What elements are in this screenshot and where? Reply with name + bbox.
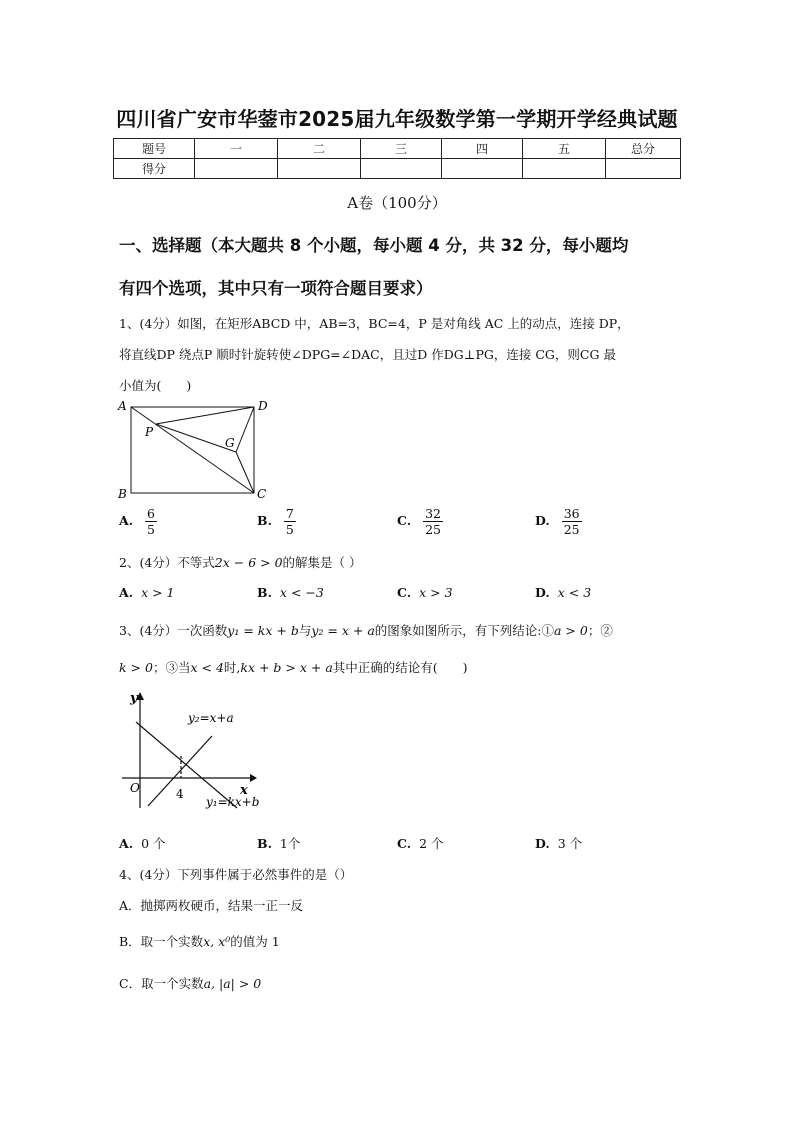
- q3-and: 与: [298, 623, 312, 638]
- label-g: G: [225, 436, 235, 450]
- q1-option-a-denominator: 5: [147, 522, 155, 537]
- score-table-header-cell: 题号: [114, 139, 195, 159]
- q3-line2: [119, 658, 468, 676]
- q2-option-a: [119, 585, 175, 600]
- q3-sep1: ；②: [587, 623, 613, 638]
- score-cell: [606, 159, 681, 179]
- score-table: [113, 138, 681, 179]
- q1-option-c-numerator: 32: [425, 506, 441, 521]
- q1-option-c: [397, 506, 443, 537]
- q3-option-b: [257, 834, 300, 852]
- score-table-header-cell: 三: [361, 139, 442, 159]
- q3-text4: 其中正确的结论有( ): [332, 660, 468, 675]
- q2-option-a-text: x > 1: [141, 585, 175, 600]
- q1-option-d-denominator: 25: [563, 522, 580, 537]
- section-a-heading: A卷（100分）: [347, 194, 447, 212]
- q2-expression: 2x − 6 > 0: [214, 555, 283, 570]
- q4-option-c-prefix: C．取一个实数: [119, 976, 204, 991]
- section1-line1: 一、选择题（本大题共 8 个小题，每小题 4 分，共 32 分，每小题均: [119, 236, 629, 255]
- tick-label-4: 4: [176, 787, 184, 801]
- q4-stem: 4、(4分）下列事件属于必然事件的是（）: [119, 867, 353, 882]
- q3-y2: y₂ = x + a: [311, 623, 375, 638]
- q4-option-b-suffix: 的值为 1: [230, 934, 280, 949]
- q2-option-b-letter: B.: [257, 585, 272, 600]
- q2-stem: [119, 553, 362, 571]
- q3-option-a: [119, 834, 166, 852]
- q3-prefix: 3、(4分）一次函数: [119, 623, 228, 638]
- label-p: P: [145, 425, 154, 439]
- q2-option-c-letter: C.: [397, 585, 412, 600]
- q3-c3b: kx + b > x + a: [240, 660, 333, 675]
- q2-option-b: [257, 585, 324, 600]
- q3-option-c-letter: C.: [397, 836, 412, 851]
- q1-option-b-denominator: 5: [285, 522, 294, 537]
- line-y1-label: y₁=kx+b: [206, 795, 260, 809]
- segment-dg: [236, 407, 254, 452]
- q2-option-c: [397, 585, 453, 600]
- q3-y1: y₁ = kx + b: [227, 623, 299, 638]
- q2-option-b-text: x < −3: [279, 585, 324, 600]
- q1-line1: 1、(4分）如图，在矩形ABCD 中，AB=3，BC=4，P 是对角线 AC 上的动点，连接 DP，: [119, 316, 630, 331]
- q3-graph-figure: [112, 686, 282, 814]
- diagonal-ac: [131, 407, 254, 493]
- q2-option-d-text: x < 3: [557, 585, 592, 600]
- score-cell: [195, 159, 278, 179]
- q1-option-c-letter: C.: [397, 513, 412, 528]
- q1-option-c-denominator: 25: [425, 522, 441, 537]
- q3-c2: k > 0: [119, 660, 153, 675]
- q1-option-b-letter: B.: [257, 513, 272, 528]
- q4-option-c: [119, 974, 261, 992]
- q2-prefix: 2、(4分）不等式: [119, 555, 215, 570]
- q2-option-d-letter: D.: [535, 585, 550, 600]
- q4-option-c-math: a, |a| > 0: [203, 976, 262, 991]
- q3-c1: a > 0: [554, 623, 588, 638]
- label-b: B: [118, 487, 127, 501]
- segment-pg: [156, 424, 236, 452]
- q4-option-a: A．抛掷两枚硬币，结果一正一反: [119, 898, 304, 913]
- label-d: D: [258, 399, 268, 413]
- score-table-header-cell: 一: [195, 139, 278, 159]
- q3-option-d-text: 3 个: [557, 836, 583, 851]
- q3-line1: [119, 621, 613, 639]
- q1-option-b-numerator: 7: [285, 506, 294, 521]
- q2-option-a-letter: A.: [119, 585, 134, 600]
- q1-option-d: [535, 506, 582, 537]
- q3-option-d-letter: D.: [535, 836, 550, 851]
- q3-option-b-text: 1个: [279, 836, 301, 851]
- q1-option-d-letter: D.: [535, 513, 550, 528]
- line-y2-label: y₂=x+a: [188, 711, 234, 725]
- q3-option-c: [397, 834, 444, 852]
- q1-option-a: [119, 506, 157, 537]
- q1-option-d-numerator: 36: [563, 506, 580, 521]
- q1-rectangle-figure: [112, 396, 282, 504]
- q1-line3: 小值为( ): [119, 378, 192, 393]
- score-cell: [523, 159, 606, 179]
- q1-option-b: [257, 506, 296, 537]
- q1-line2: 将直线DP 绕点P 顺时针旋转使∠DPG=∠DAC，且过D 作DG⊥PG，连接 CG，则CG 最: [119, 347, 616, 362]
- q3-option-a-letter: A.: [119, 836, 134, 851]
- score-table-score-row: [114, 159, 681, 179]
- label-a: A: [118, 399, 127, 413]
- score-table-header-cell: 二: [278, 139, 361, 159]
- q3-option-c-text: 2 个: [419, 836, 444, 851]
- x-axis-arrow: [250, 774, 257, 782]
- q2-option-c-text: x > 3: [419, 585, 453, 600]
- q3-option-b-letter: B.: [257, 836, 272, 851]
- q3-text3: 时,: [223, 660, 241, 675]
- section1-line2: 有四个选项，其中只有一项符合题目要求）: [119, 279, 433, 298]
- score-table-header-row: [114, 139, 681, 159]
- q3-option-d: [535, 834, 582, 852]
- score-cell: [278, 159, 361, 179]
- score-table-header-cell: 总分: [606, 139, 681, 159]
- score-table-header-cell: 五: [523, 139, 606, 159]
- page-title: 四川省广安市华蓥市2025届九年级数学第一学期开学经典试题: [116, 107, 678, 131]
- q3-text1: 的图象如图所示，有下列结论:①: [374, 623, 554, 638]
- x-axis-label: x: [240, 783, 248, 798]
- q4-option-b: [119, 932, 280, 950]
- y-axis-label: y: [130, 691, 138, 706]
- q3-c3a: x < 4: [190, 660, 224, 675]
- q1-option-a-numerator: 6: [147, 506, 155, 521]
- score-table-row-label: 得分: [114, 159, 195, 179]
- q1-option-a-letter: A.: [119, 513, 134, 528]
- segment-pd: [156, 407, 254, 424]
- q3-text2: ；③当: [152, 660, 191, 675]
- q2-option-d: [535, 585, 591, 600]
- label-c: C: [257, 487, 267, 501]
- q4-option-b-prefix: B．取一个实数: [119, 934, 204, 949]
- q3-option-a-text: 0 个: [141, 836, 166, 851]
- q4-option-b-math: x, x⁰: [203, 934, 231, 949]
- origin-label: O: [130, 781, 140, 795]
- q2-suffix: 的解集是（ ）: [282, 555, 362, 570]
- score-cell: [442, 159, 523, 179]
- score-table-header-cell: 四: [442, 139, 523, 159]
- score-cell: [361, 159, 442, 179]
